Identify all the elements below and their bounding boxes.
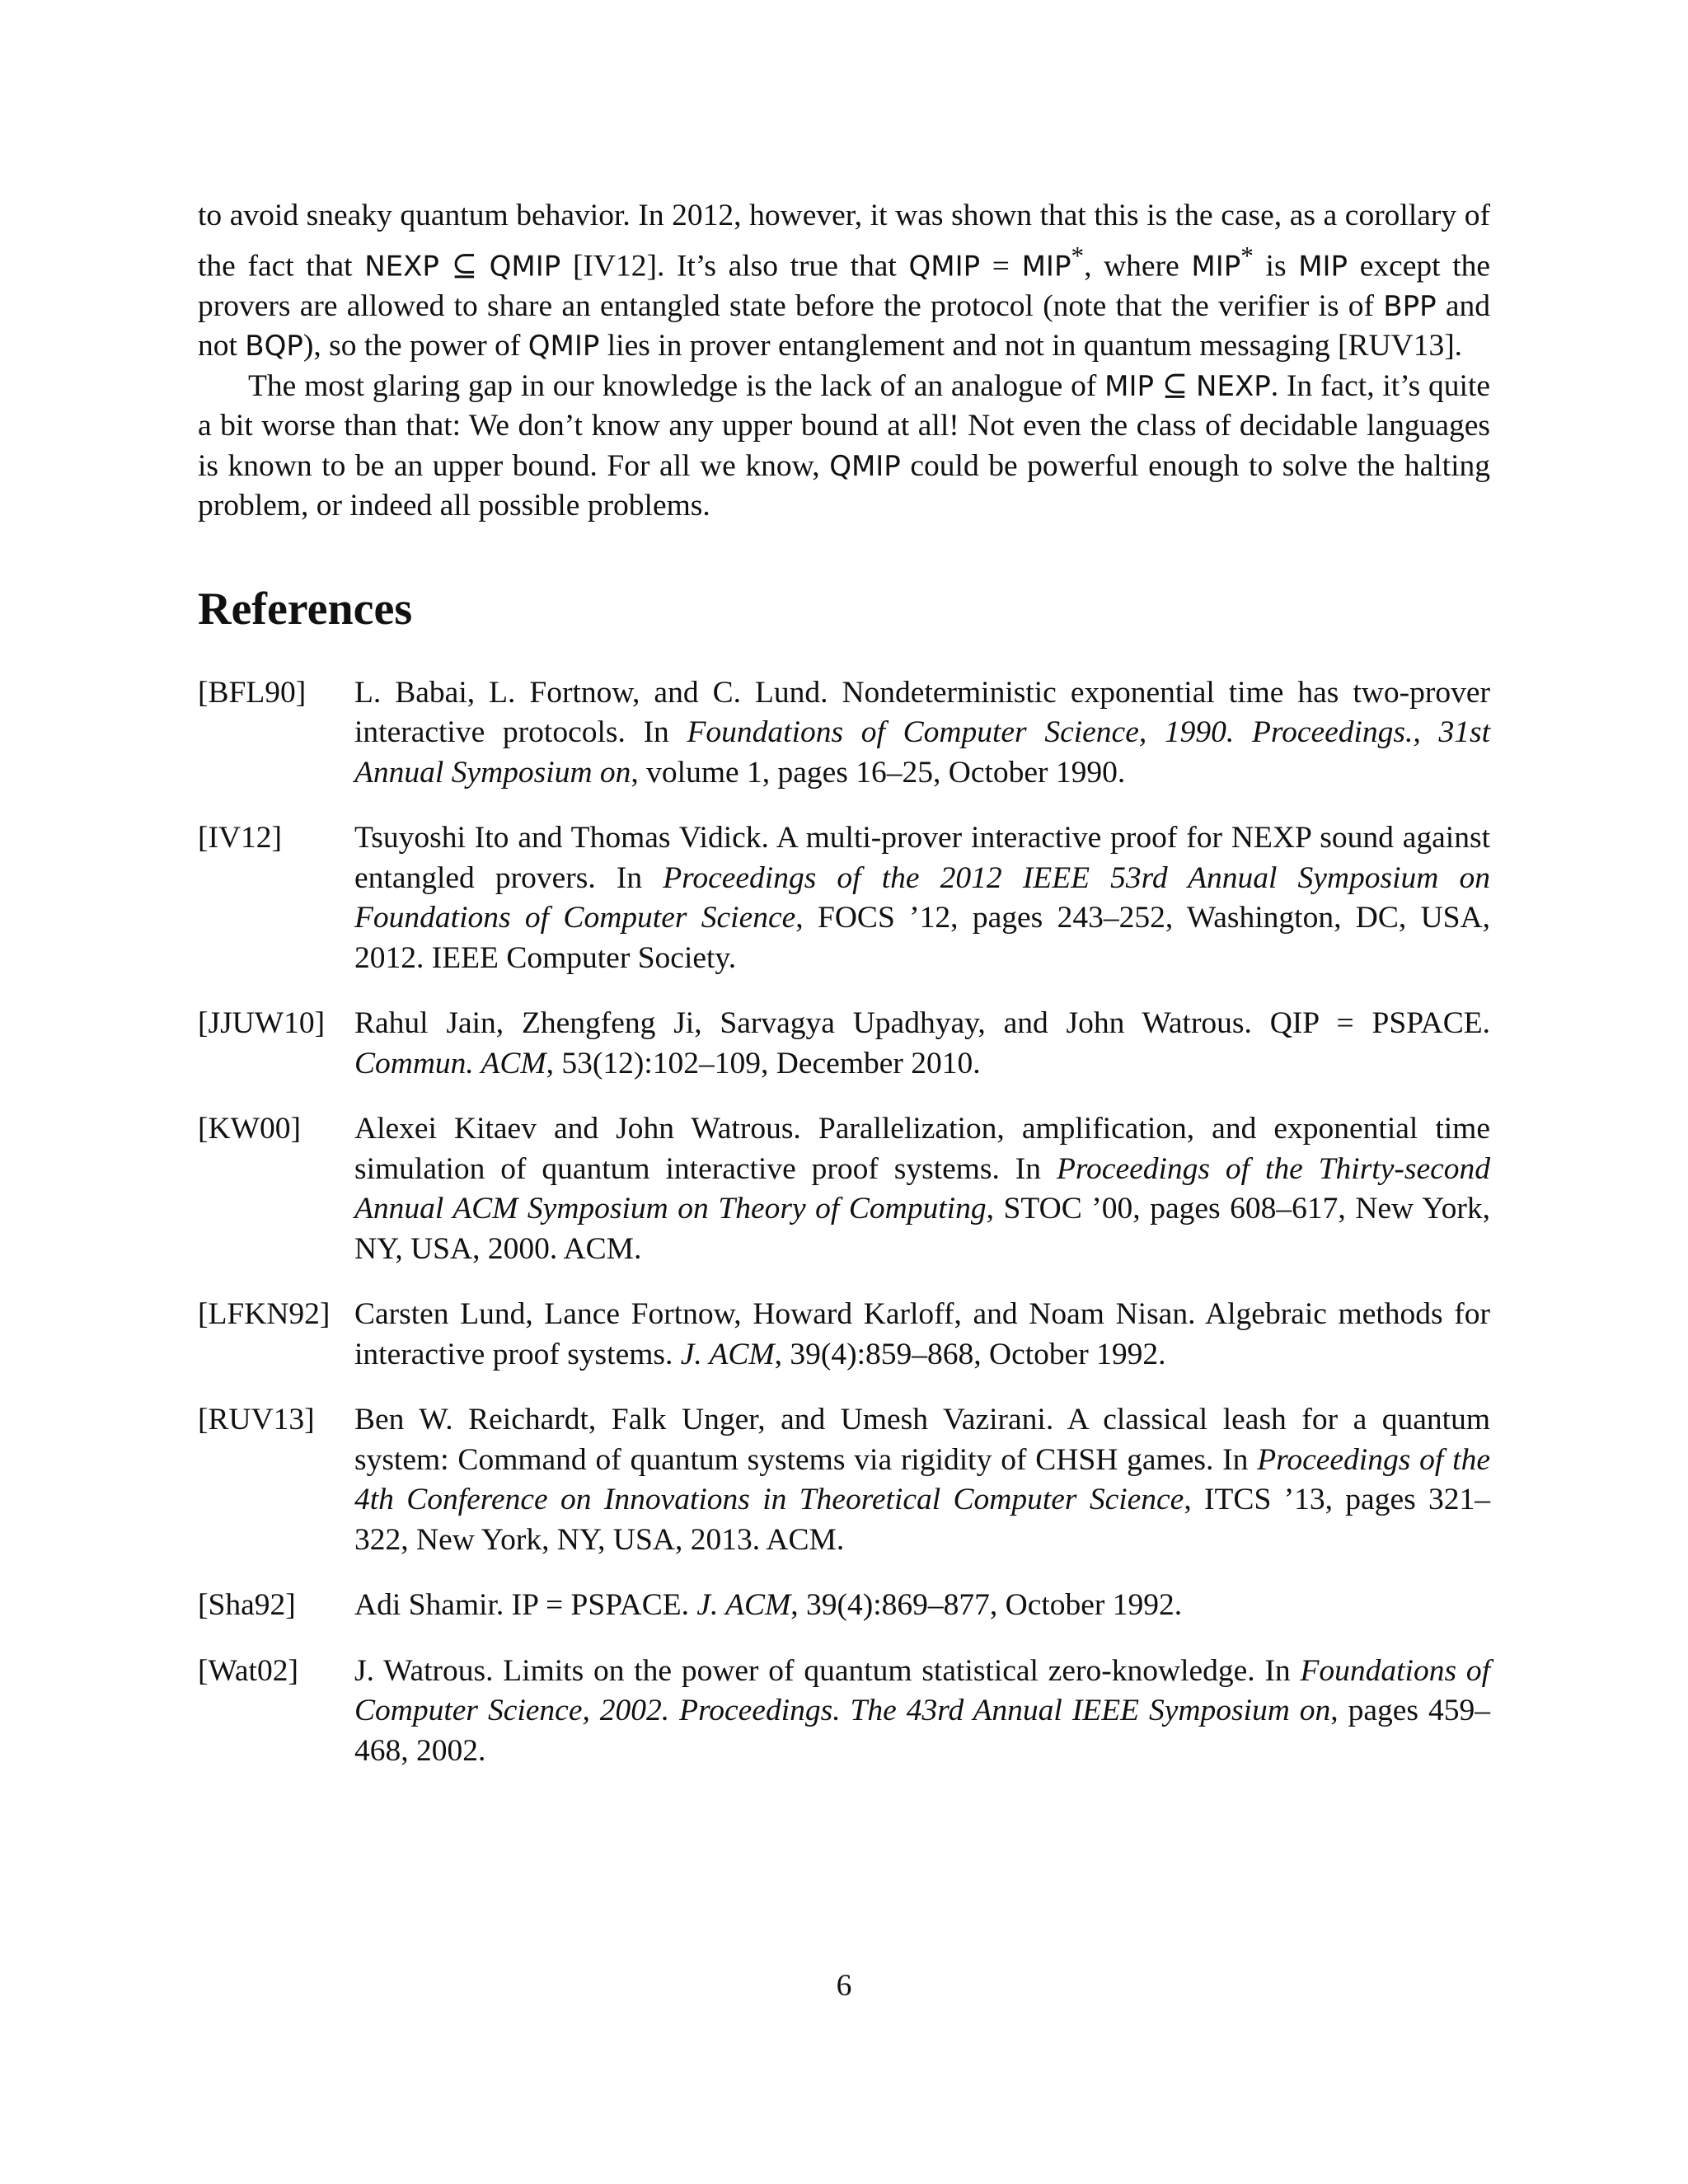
reference-text: Rahul Jain, Zhengfeng Ji, Sarvagya Upadhyay, and John Watrous. QIP = PSPACE. Commun. ACM, 53(12):102–109, December 2010. [354, 1006, 1490, 1080]
reference-venue: Proceedings of the 2012 IEEE 53rd Annual Symposium on Foundations of Computer Science [354, 860, 1490, 935]
complexity-class: MIP [1104, 369, 1154, 403]
complexity-class: QMIP [829, 449, 901, 483]
text-run: , where [1084, 249, 1192, 283]
body-paragraph-1 [198, 196, 1490, 367]
reference-label: [RUV13] [198, 1403, 315, 1436]
reference-text: L. Babai, L. Fortnow, and C. Lund. Nondeterministic exponential time has two-prover interactive protocols. In Foundations of Computer Science, 1990. Proceedings., 31st Annual Symposium on, volume 1, pages 16–25, October 1990. [354, 675, 1490, 790]
star-superscript: * [1240, 241, 1254, 270]
text-run: and not [198, 288, 1490, 363]
reference-venue: J. ACM [680, 1337, 775, 1371]
subset-symbol: ⊆ [1154, 368, 1197, 403]
reference-item [198, 818, 1490, 978]
complexity-class: QMIP [528, 330, 600, 363]
star-superscript: * [1071, 241, 1085, 270]
text-run: The most glaring gap in our knowledge is the lack of an analogue of [248, 368, 1105, 403]
reference-item [198, 1400, 1490, 1560]
reference-text: J. Watrous. Limits on the power of quantum statistical zero-knowledge. In Foundations of Computer Science, 2002. Proceedings. The 43rd Annual IEEE Symposium on, pages 459–468, 2002. [354, 1653, 1491, 1768]
text-run: is [1253, 249, 1299, 283]
reference-label: [Sha92] [198, 1588, 296, 1622]
complexity-class: QMIP [489, 250, 561, 283]
text-run: ), so the power of [302, 329, 528, 363]
text-run: to avoid sneaky quantum behavior. In 2012, however, it was shown that this is the case, as a corollary of the fact that [198, 199, 1490, 283]
body-paragraph-2 [198, 367, 1490, 527]
reference-label: [Wat02] [198, 1653, 298, 1688]
complexity-class: NEXP [1196, 369, 1271, 403]
references-list [198, 673, 1490, 1772]
text-run: could be powerful enough to solve the halting problem, or indeed all possible problems. [198, 448, 1490, 523]
reference-label: [LFKN92] [198, 1297, 331, 1331]
reference-venue: Proceedings of the 4th Conference on Innovations in Theoretical Computer Science [354, 1442, 1490, 1516]
references-heading: References [198, 583, 413, 635]
reference-text: Alexei Kitaev and John Watrous. Parallelization, amplification, and exponential time simulation of quantum interactive proof systems. In Proceedings of the Thirty-second Annual ACM Symposium on Theory of Computing, STOC ’00, pages 608–617, New York, NY, USA, 2000. ACM. [354, 1112, 1490, 1266]
equals-symbol: = [980, 249, 1022, 283]
reference-text: Carsten Lund, Lance Fortnow, Howard Karloff, and Noam Nisan. Algebraic methods for interactive proof systems. J. ACM, 39(4):859–868, October 1992. [354, 1297, 1490, 1371]
reference-item [198, 1652, 1490, 1772]
reference-item [198, 1004, 1490, 1084]
reference-label: [IV12] [198, 821, 283, 855]
text-run: [IV12]. It’s also true that [560, 249, 909, 283]
subset-symbol: ⊆ [438, 249, 490, 283]
reference-item [198, 673, 1490, 794]
complexity-class: QMIP [908, 250, 981, 283]
complexity-class: MIP [1191, 250, 1241, 283]
reference-label: [JJUW10] [198, 1006, 326, 1040]
reference-venue: Foundations of Computer Science, 1990. Proceedings., 31st Annual Symposium on [354, 715, 1490, 790]
complexity-class: MIP [1298, 250, 1348, 283]
page-content [198, 196, 1490, 1797]
reference-label: [KW00] [198, 1112, 301, 1146]
reference-item [198, 1295, 1490, 1375]
reference-text: Adi Shamir. IP = PSPACE. J. ACM, 39(4):869–877, October 1992. [354, 1588, 1183, 1622]
text-run: . In fact, it’s quite a bit worse than that: We don’t know any upper bound at all! Not even the class of decidable languages is known to be an upper bound. For all we know, [198, 368, 1491, 483]
reference-text: Ben W. Reichardt, Falk Unger, and Umesh Vazirani. A classical leash for a quantum system: Command of quantum systems via rigidity of CHSH games. In Proceedings of the 4th Conference on Innovations in Theoretical Computer Science, ITCS ’13, pages 321–322, New York, NY, USA, 2013. ACM. [354, 1403, 1490, 1557]
reference-venue: Commun. ACM [354, 1046, 546, 1080]
complexity-class: NEXP [364, 250, 439, 283]
complexity-class: BPP [1383, 289, 1437, 323]
page-number: 6 [836, 1969, 852, 2003]
reference-venue: J. ACM [696, 1588, 791, 1622]
text-run: except the provers are allowed to share an entangled state before the protocol (note that the verifier is of [198, 249, 1491, 323]
text-run: lies in prover entanglement and not in quantum messaging [RUV13]. [599, 329, 1463, 363]
reference-item [198, 1586, 1490, 1626]
reference-text: Tsuyoshi Ito and Thomas Vidick. A multi-prover interactive proof for NEXP sound against entangled provers. In Proceedings of the 2012 IEEE 53rd Annual Symposium on Foundations of Computer Science, FOCS ’12, pages 243–252, Washington, DC, USA, 2012. IEEE Computer Society. [354, 821, 1490, 975]
reference-venue: Proceedings of the Thirty-second Annual ACM Symposium on Theory of Computing [354, 1151, 1490, 1226]
reference-item [198, 1109, 1490, 1269]
reference-venue: Foundations of Computer Science, 2002. Proceedings. The 43rd Annual IEEE Symposium on [354, 1653, 1491, 1727]
reference-label: [BFL90] [198, 675, 307, 710]
complexity-class: BQP [245, 330, 303, 363]
complexity-class: MIP [1021, 250, 1071, 283]
